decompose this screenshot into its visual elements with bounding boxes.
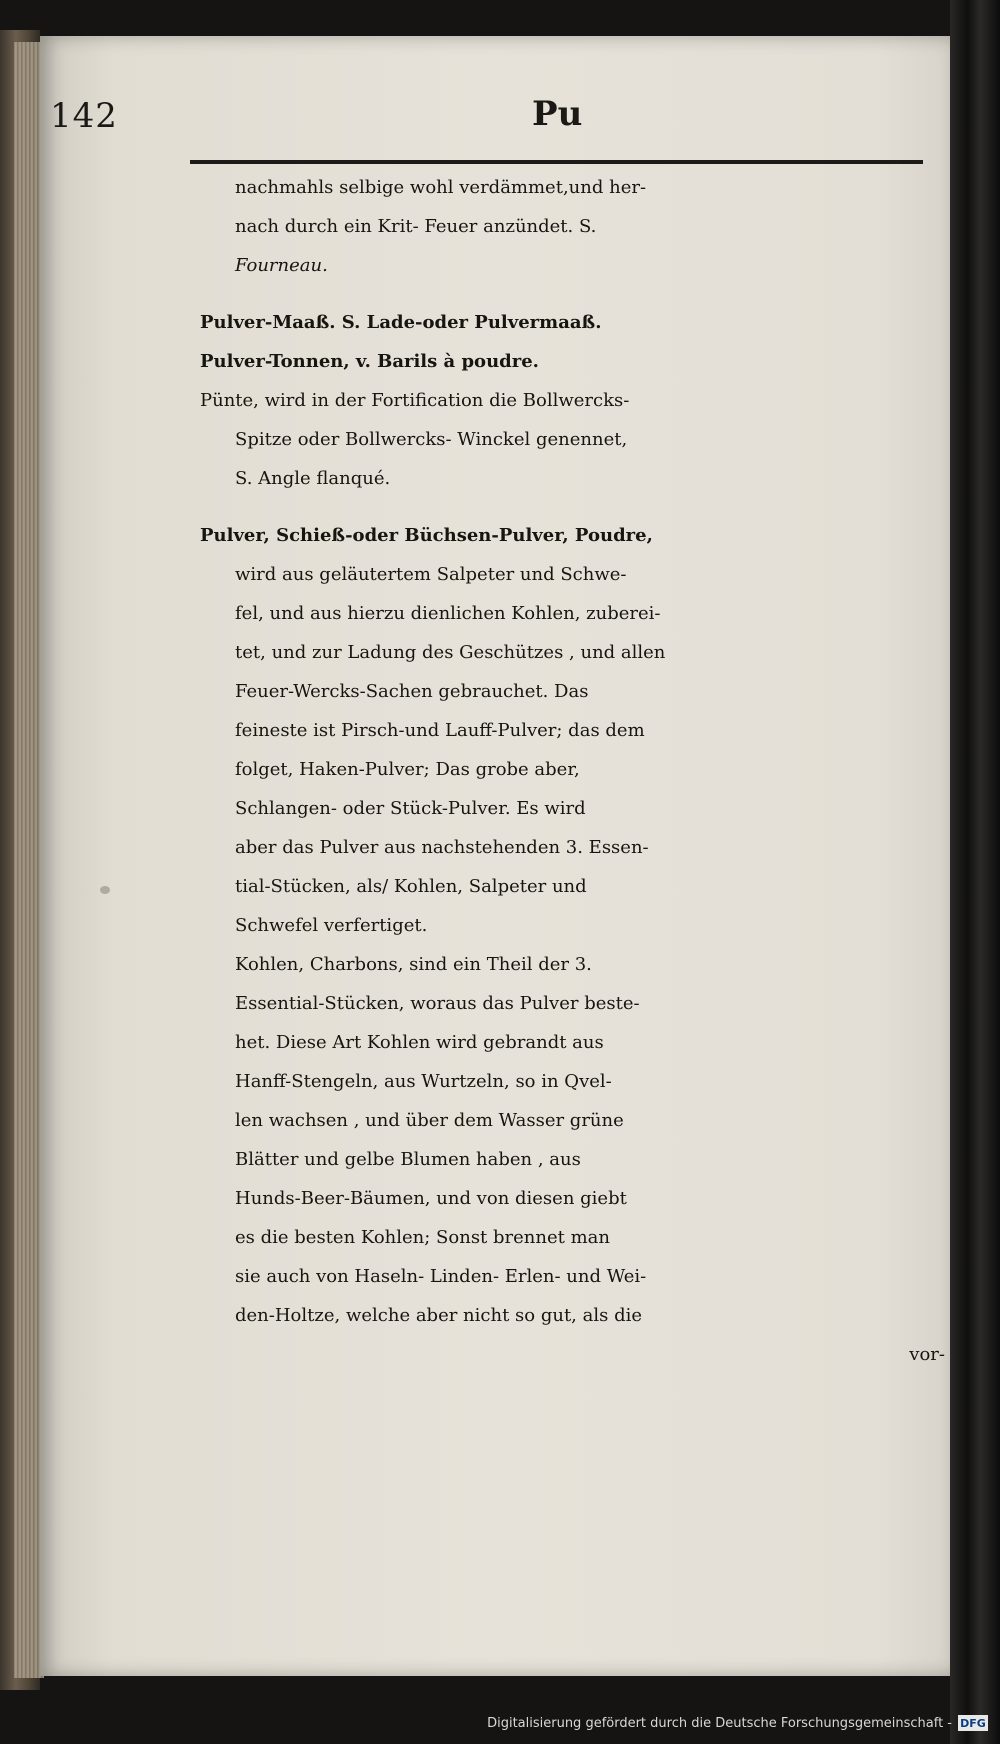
text-line: feineste ist Pirsch-und Lauff-Pulver; das dem (235, 720, 645, 741)
text-line: tet, und zur Ladung des Geschützes , und allen (235, 642, 666, 663)
text-line: Spitze oder Bollwercks- Winckel genennet, (235, 429, 628, 450)
text-line: folget, Haken-Pulver; Das grobe aber, (235, 759, 580, 780)
text-line: Schlangen- oder Stück-Pulver. Es wird (235, 798, 586, 819)
text-line: fel, und aus hierzu dienlichen Kohlen, zuberei- (235, 603, 661, 624)
page-number: 142 (50, 96, 118, 136)
right-edge-strip (950, 0, 1000, 1744)
text-line: Blätter und gelbe Blumen haben , aus (235, 1149, 581, 1170)
text-line: nachmahls selbige wohl verdämmet,und her- (235, 177, 647, 198)
text-line: S. Angle flanqué. (235, 468, 391, 489)
text-line: sie auch von Haseln- Linden- Erlen- und Wei- (235, 1266, 647, 1287)
digitization-footer (487, 1712, 988, 1734)
text-line: Kohlen, Charbons, sind ein Theil der 3. (235, 954, 592, 975)
text-line: Pulver-Maaß. S. Lade-oder Pulvermaaß. (200, 312, 602, 333)
text-line: es die besten Kohlen; Sonst brennet man (235, 1227, 610, 1248)
text-line: Feuer-Wercks-Sachen gebrauchet. Das (235, 681, 589, 702)
text-line: Pulver, Schieß-oder Büchsen-Pulver, Poudre, (200, 525, 653, 546)
text-line: tial-Stücken, als/ Kohlen, Salpeter und (235, 876, 587, 897)
line-gap (200, 285, 945, 303)
text-line: aber das Pulver aus nachstehenden 3. Essen- (235, 837, 649, 858)
text-line: Fourneau. (235, 255, 328, 276)
text-line: Pünte, wird in der Fortification die Bollwercks- (200, 390, 630, 411)
text-line: Essential-Stücken, woraus das Pulver beste- (235, 993, 640, 1014)
text-line: len wachsen , und über dem Wasser grüne (235, 1110, 624, 1131)
text-line: Pulver-Tonnen, v. Barils à poudre. (200, 351, 539, 372)
text-line: Schwefel verfertiget. (235, 915, 428, 936)
text-line: Hanff-Stengeln, aus Wurtzeln, so in Qvel- (235, 1071, 612, 1092)
text-line: nach durch ein Krit- Feuer anzündet. S. (235, 216, 597, 237)
body-text (200, 168, 945, 1374)
dfg-logo: DFG (958, 1715, 988, 1731)
header-rule (190, 160, 923, 164)
footer-credit: Digitalisierung gefördert durch die Deutsche Forschungsgemeinschaft - (487, 1715, 952, 1731)
running-head: Pu (532, 94, 583, 134)
text-line: het. Diese Art Kohlen wird gebrandt aus (235, 1032, 604, 1053)
text-line: vor- (909, 1344, 945, 1365)
line-gap (200, 498, 945, 516)
text-line: den-Holtze, welche aber nicht so gut, als die (235, 1305, 642, 1326)
text-line: wird aus geläutertem Salpeter und Schwe- (235, 564, 627, 585)
text-line: Hunds-Beer-Bäumen, und von diesen giebt (235, 1188, 627, 1209)
ink-smudge (100, 886, 110, 894)
